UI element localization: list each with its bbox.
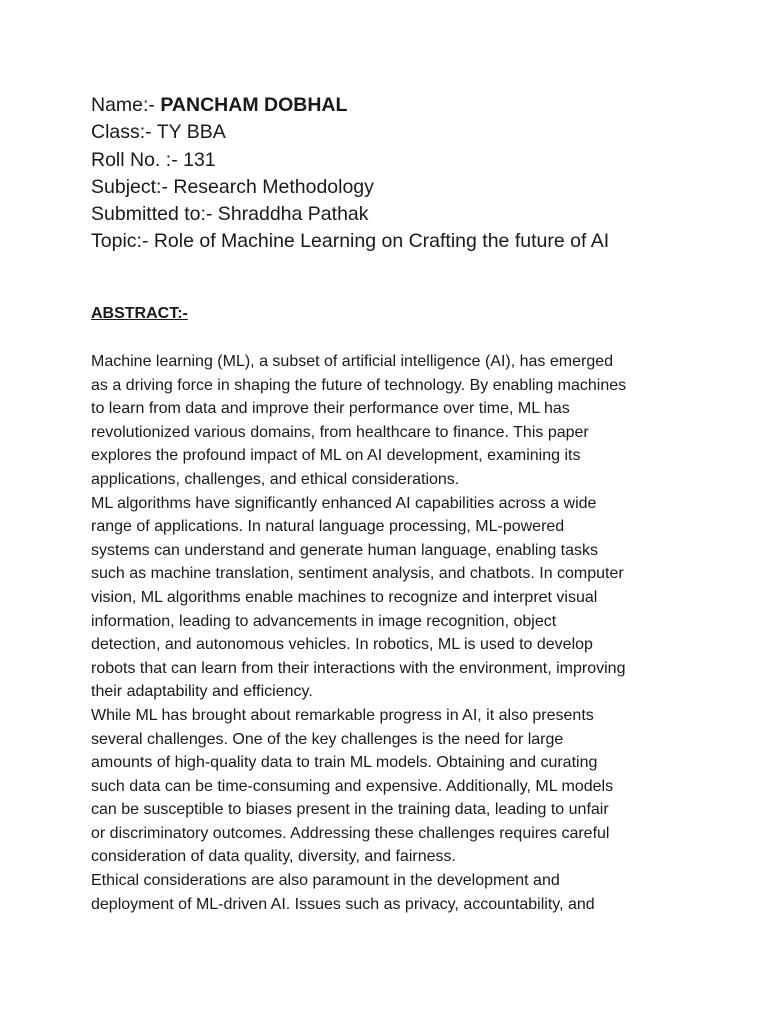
abstract-line: their adaptability and efficiency.: [91, 683, 313, 701]
abstract-line: explores the profound impact of ML on AI development, examining its: [91, 447, 581, 465]
abstract-line: ML algorithms have significantly enhanced AI capabilities across a wide: [91, 494, 597, 512]
abstract-line: amounts of high-quality data to train ML models. Obtaining and curating: [91, 754, 598, 772]
student-name: PANCHAM DOBHAL: [160, 94, 348, 116]
abstract-line: as a driving force in shaping the future of technology. By enabling machines: [91, 376, 627, 394]
abstract-line: such as machine translation, sentiment analysis, and chatbots. In computer: [91, 565, 624, 583]
abstract-body: [91, 350, 691, 916]
abstract-line: vision, ML algorithms enable machines to recognize and interpret visual: [91, 588, 598, 606]
abstract-line: consideration of data quality, diversity, and fairness.: [91, 848, 456, 866]
abstract-heading: ABSTRACT:-: [91, 305, 188, 322]
abstract-line: robots that can learn from their interactions with the environment, improving: [91, 659, 626, 677]
abstract-line: systems can understand and generate human language, enabling tasks: [91, 541, 599, 559]
abstract-line: or discriminatory outcomes. Addressing these challenges requires careful: [91, 824, 610, 842]
abstract-line: applications, challenges, and ethical considerations.: [91, 470, 460, 488]
abstract-line: While ML has brought about remarkable progress in AI, it also presents: [91, 706, 594, 724]
abstract-line: such data can be time-consuming and expensive. Additionally, ML models: [91, 777, 614, 795]
roll-number-line: Roll No. :- 131: [91, 148, 216, 171]
abstract-line: Ethical considerations are also paramount in the development and: [91, 872, 560, 890]
name-line: [91, 92, 711, 119]
student-info-header: [91, 92, 711, 256]
abstract-line: detection, and autonomous vehicles. In robotics, ML is used to develop: [91, 636, 593, 654]
topic-line: Topic:- Role of Machine Learning on Crafting the future of AI: [91, 230, 610, 253]
submitted-to-line: Submitted to:- Shraddha Pathak: [91, 203, 369, 226]
name-label: Name:-: [91, 94, 161, 116]
subject-line: Subject:- Research Methodology: [91, 175, 374, 198]
abstract-line: range of applications. In natural language processing, ML-powered: [91, 518, 565, 536]
abstract-line: to learn from data and improve their performance over time, ML has: [91, 400, 570, 418]
abstract-line: can be susceptible to biases present in the training data, leading to unfair: [91, 801, 609, 819]
abstract-line: several challenges. One of the key challenges is the need for large: [91, 730, 564, 748]
abstract-line: revolutionized various domains, from healthcare to finance. This paper: [91, 423, 589, 441]
abstract-line: Machine learning (ML), a subset of artificial intelligence (AI), has emerged: [91, 353, 614, 370]
abstract-line: information, leading to advancements in image recognition, object: [91, 612, 557, 630]
abstract-line: deployment of ML-driven AI. Issues such as privacy, accountability, and: [91, 895, 595, 913]
class-line: Class:- TY BBA: [91, 121, 226, 144]
